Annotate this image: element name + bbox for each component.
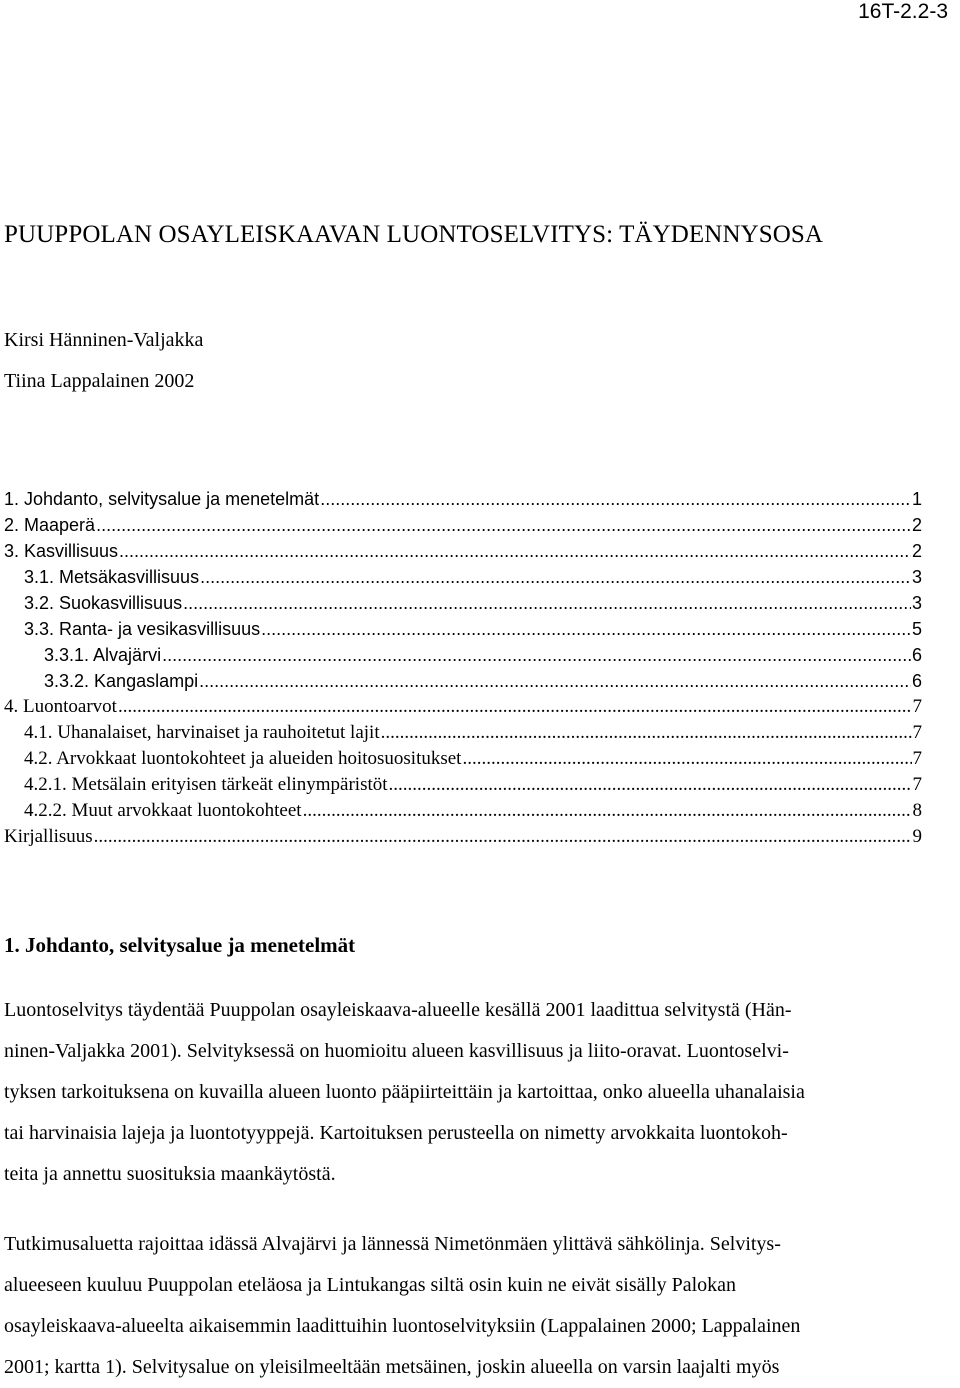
paragraph	[4, 1224, 934, 1388]
toc-entry[interactable]	[44, 642, 922, 668]
toc-entry-title: 4. Luontoarvot	[4, 696, 117, 717]
paragraph	[4, 990, 934, 1195]
paragraph-line: Luontoselvitys täydentää Puuppolan osayleiskaava-alueelle kesällä 2001 laadittua selvitystä (Hän-	[4, 999, 792, 1021]
toc-leader	[118, 694, 912, 720]
toc-entry-page: 3	[911, 567, 922, 587]
toc-entry-page: 3	[911, 593, 922, 613]
toc-entry-page: 7	[912, 774, 922, 795]
toc-entry-title: 3.3. Ranta- ja vesikasvillisuus	[24, 619, 261, 639]
toc-entry[interactable]	[24, 616, 922, 642]
toc-entry-title: Kirjallisuus	[4, 826, 93, 847]
toc-entry[interactable]	[4, 694, 922, 720]
toc-entry-page: 2	[911, 515, 922, 535]
toc-entry-page: 7	[912, 722, 922, 743]
toc-entry[interactable]	[4, 512, 922, 538]
toc-entry-page: 6	[911, 645, 922, 665]
paragraph-line: teita ja annettu suosituksia maankäytöstä.	[4, 1163, 336, 1185]
toc-leader	[94, 824, 912, 850]
toc-entry-title: 3.3.1. Alvajärvi	[44, 645, 162, 665]
toc-entry-page: 7	[912, 748, 922, 769]
toc-entry-title: 3.1. Metsäkasvillisuus	[24, 567, 200, 587]
toc-leader	[320, 486, 911, 512]
toc-entry[interactable]	[4, 824, 922, 850]
toc-leader	[199, 668, 911, 694]
paragraph-line: alueeseen kuuluu Puuppolan eteläosa ja Lintukangas siltä osin kuin ne eivät sisälly Palokan	[4, 1274, 737, 1296]
toc-entry-page: 8	[912, 800, 922, 821]
toc-entry-title: 3. Kasvillisuus	[4, 541, 119, 561]
toc-entry-page: 1	[911, 489, 922, 509]
toc-leader	[183, 590, 911, 616]
toc-entry-title: 3.3.2. Kangaslampi	[44, 671, 199, 691]
toc-entry[interactable]	[24, 564, 922, 590]
paragraph-line: Tutkimusaluetta rajoittaa idässä Alvajärvi ja lännessä Nimetönmäen ylittävä sähkölinja. Selvitys-	[4, 1233, 781, 1255]
toc-entry-page: 9	[912, 826, 922, 847]
toc-entry-title: 4.2. Arvokkaat luontokohteet ja alueiden hoitosuositukset	[24, 748, 462, 769]
toc-entry[interactable]	[24, 720, 922, 746]
paragraph-line: 2001; kartta 1). Selvitysalue on yleisilmeeltään metsäinen, joskin alueella on varsin laajalti myös	[4, 1356, 780, 1378]
toc-entry[interactable]	[24, 772, 922, 798]
toc-leader	[261, 616, 911, 642]
toc-entry[interactable]	[24, 798, 922, 824]
toc-entry-title: 4.2.2. Muut arvokkaat luontokohteet	[24, 800, 302, 821]
toc-entry-page: 2	[911, 541, 922, 561]
toc-entry-title: 3.2. Suokasvillisuus	[24, 593, 183, 613]
paragraph-line: ninen-Valjakka 2001). Selvityksessä on huomioitu alueen kasvillisuus ja liito-oravat. Luontoselvi-	[4, 1040, 789, 1062]
toc-entry-title: 1. Johdanto, selvitysalue ja menetelmät	[4, 489, 320, 509]
section-heading: 1. Johdanto, selvitysalue ja menetelmät	[4, 933, 356, 957]
toc-entry-title: 4.1. Uhanalaiset, harvinaiset ja rauhoitetut lajit	[24, 722, 380, 743]
toc-leader	[162, 642, 911, 668]
document-title: PUUPPOLAN OSAYLEISKAAVAN LUONTOSELVITYS: TÄYDENNYSOSA	[4, 221, 824, 248]
paragraph-line: tai harvinaisia lajeja ja luontotyyppejä. Kartoituksen perusteella on nimetty arvokkaita luontokoh-	[4, 1122, 788, 1144]
paragraph-line: osayleiskaava-alueelta aikaisemmin laadittuihin luontoselvityksiin (Lappalainen 2000; Lappalainen	[4, 1315, 801, 1337]
toc-leader	[462, 746, 911, 772]
toc-entry[interactable]	[4, 486, 922, 512]
paragraph-line: tyksen tarkoituksena on kuvailla alueen luonto pääpiirteittäin ja kartoittaa, onko alueella uhanalaisia	[4, 1081, 805, 1103]
toc-entry-page: 6	[911, 671, 922, 691]
toc-leader	[303, 798, 912, 824]
toc-leader	[200, 564, 911, 590]
toc-entry[interactable]	[24, 746, 922, 772]
author-name-year: Tiina Lappalainen 2002	[4, 370, 195, 392]
toc-entry[interactable]	[44, 668, 922, 694]
toc-entry-title: 4.2.1. Metsälain erityisen tärkeät elinympäristöt	[24, 774, 388, 795]
toc-leader	[96, 512, 911, 538]
toc-leader	[389, 772, 912, 798]
document-code: 16T-2.2-3	[858, 0, 948, 23]
toc-entry[interactable]	[24, 590, 922, 616]
toc-entry-title: 2. Maaperä	[4, 515, 96, 535]
toc-entry[interactable]	[4, 538, 922, 564]
toc-entry-page: 5	[911, 619, 922, 639]
toc-entry-page: 7	[912, 696, 922, 717]
toc-leader	[381, 720, 912, 746]
toc-leader	[119, 538, 911, 564]
author-name: Kirsi Hänninen-Valjakka	[4, 329, 204, 351]
